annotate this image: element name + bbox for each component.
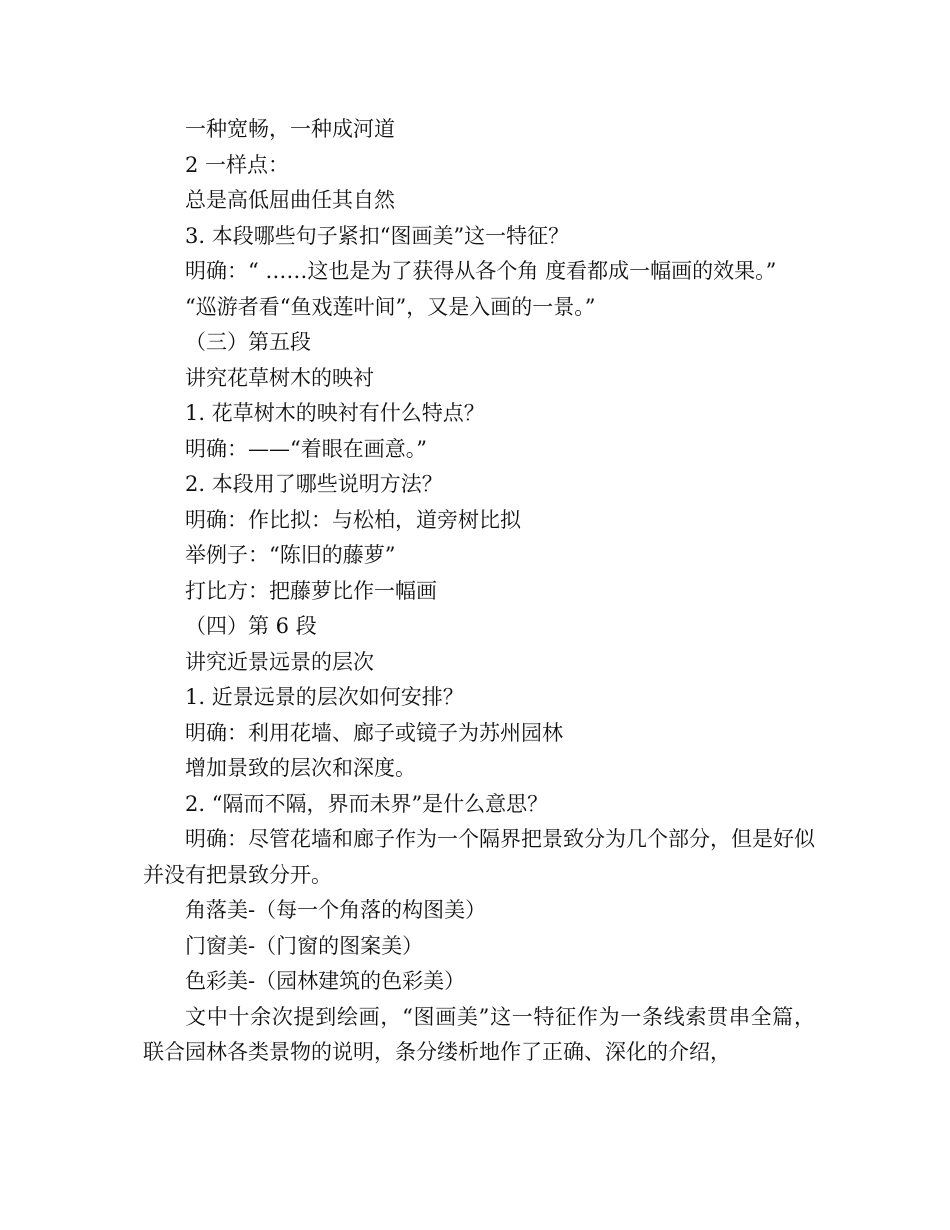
text-line: 讲究近景远景的层次 xyxy=(185,649,374,674)
answer-line: 明确：作比拟：与松柏，道旁树比拟 xyxy=(185,507,521,532)
text-line: 总是高低屈曲任其自然 xyxy=(185,188,395,212)
text-line: 讲究花草树木的映衬 xyxy=(185,365,374,390)
text-line: 2 一样点： xyxy=(185,152,290,177)
text-line: 一种宽畅，一种成河道 xyxy=(185,117,395,141)
text-line: 举例子：“陈旧的藤萝” xyxy=(185,543,396,567)
text-line: 门窗美-（门窗的图案美） xyxy=(185,933,424,958)
document-body xyxy=(143,112,815,1071)
text-line: 增加景致的层次和深度。 xyxy=(185,756,416,780)
section-heading: （四）第 6 段 xyxy=(185,614,317,638)
answer-paragraph: 明确：尽管花墙和廊子作为一个隔界把景致分为几个部分，但是好似并没有把景致分开。 xyxy=(143,827,815,887)
text-line: 打比方：把藤萝比作一幅画 xyxy=(185,578,437,603)
text-line: 色彩美-（园林建筑的色彩美） xyxy=(185,969,466,993)
question-heading: 1. 花草树木的映衬有什么特点？ xyxy=(185,401,485,425)
answer-line: 明确：——“着眼在画意。” xyxy=(185,436,427,461)
question-heading: 2. 本段用了哪些说明方法？ xyxy=(185,472,443,496)
answer-paragraph: 明确：“ ……这也是为了获得从各个角 度看都成一幅画的效果。” xyxy=(185,259,777,283)
text-line: “巡游者看“鱼戏莲叶间”，又是入画的一景。” xyxy=(185,294,596,319)
text-line: 角落美-（每一个角落的构图美） xyxy=(185,898,487,922)
answer-line: 明确：利用花墙、廊子或镜子为苏州园林 xyxy=(185,720,563,745)
section-heading: （三）第五段 xyxy=(185,330,311,354)
summary-paragraph: 文中十余次提到绘画，“图画美”这一特征作为一条线索贯串全篇，联合园林各类景物的说明，条分缕析地作了正确、深化的介绍， xyxy=(143,1004,815,1064)
question-heading: 2. “隔而不隔，界而未界”是什么意思？ xyxy=(185,791,549,816)
question-heading: 3. 本段哪些句子紧扣“图画美”这一特征？ xyxy=(185,223,570,248)
question-heading: 1. 近景远景的层次如何安排？ xyxy=(185,685,464,709)
